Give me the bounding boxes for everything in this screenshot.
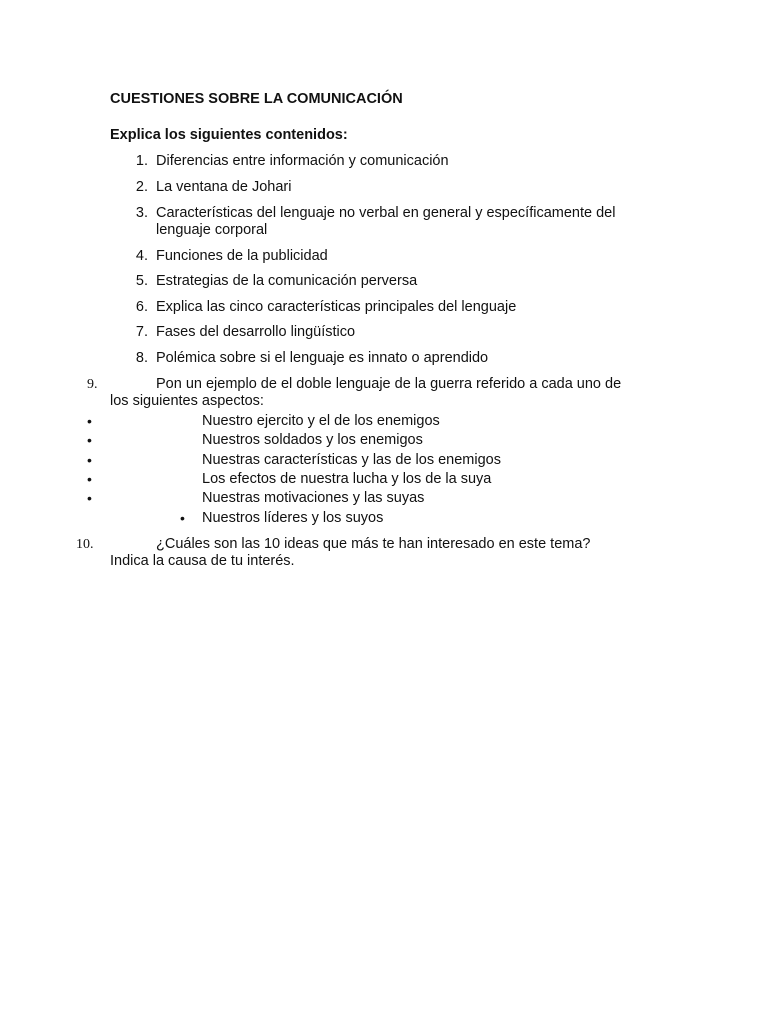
document-subtitle: Explica los siguientes contenidos: xyxy=(110,127,348,143)
list-number: 2. xyxy=(135,179,148,195)
bullet-item: Nuestros soldados y los enemigos xyxy=(202,432,423,448)
list-number: 1. xyxy=(135,153,148,169)
list-item: Diferencias entre información y comunicación xyxy=(156,153,449,169)
list-item-continuation: lenguaje corporal xyxy=(156,222,268,238)
bullet-icon: • xyxy=(87,471,92,487)
question-text-continuation: los siguientes aspectos: xyxy=(110,393,264,409)
bullet-item: Nuestras características y las de los enemigos xyxy=(202,452,501,468)
list-number: 4. xyxy=(135,248,148,264)
list-number: 10. xyxy=(76,537,94,552)
list-item: Estrategias de la comunicación perversa xyxy=(156,273,418,289)
bullet-icon: • xyxy=(87,413,92,429)
list-item: Explica las cinco características principales del lenguaje xyxy=(156,299,517,315)
bullet-item: Los efectos de nuestra lucha y los de la suya xyxy=(202,471,492,487)
list-number: 6. xyxy=(135,299,148,315)
question-text xyxy=(156,536,658,553)
bullet-icon: • xyxy=(87,432,92,448)
document-title: CUESTIONES SOBRE LA COMUNICACIÓN xyxy=(110,91,403,107)
bullet-item: Nuestro ejercito y el de los enemigos xyxy=(202,413,440,429)
list-number: 9. xyxy=(87,377,98,392)
list-item: La ventana de Johari xyxy=(156,179,292,195)
bullet-item: Nuestros líderes y los suyos xyxy=(202,510,384,526)
list-number: 8. xyxy=(135,350,148,366)
bullet-icon: • xyxy=(87,490,92,506)
bullet-icon: • xyxy=(87,452,92,468)
question-text-continuation: Indica la causa de tu interés. xyxy=(110,553,295,569)
question-text-line: ¿Cuáles son las 10 ideas que más te han interesado en este tema? xyxy=(156,536,591,552)
bullet-item: Nuestras motivaciones y las suyas xyxy=(202,490,425,506)
list-item: Fases del desarrollo lingüístico xyxy=(156,324,356,340)
bullet-icon: • xyxy=(180,510,185,526)
question-text: Pon un ejemplo de el doble lenguaje de la guerra referido a cada uno de xyxy=(156,376,622,392)
list-number: 5. xyxy=(135,273,148,289)
list-item: Funciones de la publicidad xyxy=(156,248,328,264)
list-number: 3. xyxy=(135,205,148,221)
list-item: Polémica sobre si el lenguaje es innato o aprendido xyxy=(156,350,489,366)
list-number: 7. xyxy=(135,324,148,340)
list-item: Características del lenguaje no verbal en general y específicamente del xyxy=(156,205,616,221)
